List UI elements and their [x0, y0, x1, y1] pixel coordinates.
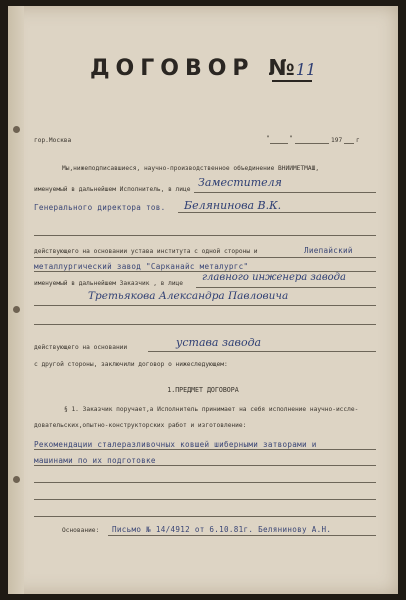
- underline: [34, 465, 376, 466]
- number-sign: №: [268, 56, 296, 81]
- clause-1-line2: довательских,опытно-конструкторских работ и изготовление:: [34, 422, 247, 429]
- underline: [34, 305, 376, 306]
- party1-role-prefix: именуемый в дальнейшем Исполнитель, в лице: [34, 186, 191, 193]
- blank-line: [34, 499, 376, 500]
- date-month-line: [295, 143, 329, 144]
- punch-hole: [13, 476, 20, 483]
- blank-line: [34, 235, 376, 236]
- blank-line: [34, 324, 376, 325]
- year-prefix: 197: [331, 137, 343, 144]
- underline: [178, 212, 376, 213]
- blank-line: [34, 482, 376, 483]
- party2-basis-handwritten: устава завода: [176, 336, 262, 349]
- date-quote-open: ": [266, 135, 270, 142]
- date-day-line: [270, 143, 288, 144]
- underline: [196, 287, 376, 288]
- punch-hole: [13, 306, 20, 313]
- year-suffix: г: [356, 137, 360, 144]
- underline: [34, 257, 376, 258]
- binding-strip: [8, 6, 24, 594]
- city-label: гор.Москва: [34, 137, 72, 144]
- punch-hole: [13, 126, 20, 133]
- contract-page: [8, 6, 398, 594]
- underline: [148, 351, 376, 352]
- basis-value: Письмо № 14/4912 от 6.10.81г. Белянинову А.Н.: [112, 525, 332, 534]
- conclusion-text: с другой стороны, заключили договор о нижеследующем:: [34, 361, 228, 368]
- underline: [108, 535, 376, 536]
- party2-name-handwritten: Третьякова Александра Павловича: [88, 290, 289, 302]
- party1-basis: действующего на основании устава института с одной стороны и: [34, 248, 258, 255]
- date-year-line: [344, 143, 354, 144]
- blank-line: [34, 516, 376, 517]
- work-description-line1: Рекомендации сталеразливочных ковшей шиберными затворами и: [34, 440, 317, 449]
- party2-role-prefix: именуемый в дальнейшем Заказчик , в лице: [34, 280, 184, 287]
- party1-name-handwritten: Белянинова В.К.: [184, 199, 282, 212]
- party2-name-part1: Лиепайский: [304, 246, 353, 255]
- party1-intro: Мы,нижеподписавшиеся, научно-производственное объединение ВНИИМЕТМАШ,: [62, 165, 320, 172]
- number-underline: [272, 80, 312, 82]
- party2-representative-handwritten: главного инженера завода: [202, 272, 346, 283]
- section-heading: 1.ПРЕДМЕТ ДОГОВОРА: [167, 386, 239, 394]
- underline: [194, 192, 376, 193]
- underline: [34, 449, 376, 450]
- work-description-line2: машинами по их подготовке: [34, 456, 156, 465]
- party1-title-prefix: Генерального директора тов.: [34, 203, 166, 212]
- party2-name-part2: металлургический завод "Сарканайс металургс": [34, 262, 249, 271]
- clause-1-line1: § 1. Заказчик поручает,а Исполнитель принимает на себя исполнение научно-иссле-: [64, 406, 359, 413]
- date-quote-close: ": [289, 135, 293, 142]
- basis-label: Основание:: [62, 527, 100, 534]
- document-title: [8, 56, 398, 81]
- party1-representative-handwritten: Заместителя: [198, 176, 282, 189]
- contract-number: 11: [295, 60, 317, 79]
- party2-basis-prefix: действующего на основании: [34, 344, 128, 351]
- title-text: ДОГОВОР: [89, 56, 255, 81]
